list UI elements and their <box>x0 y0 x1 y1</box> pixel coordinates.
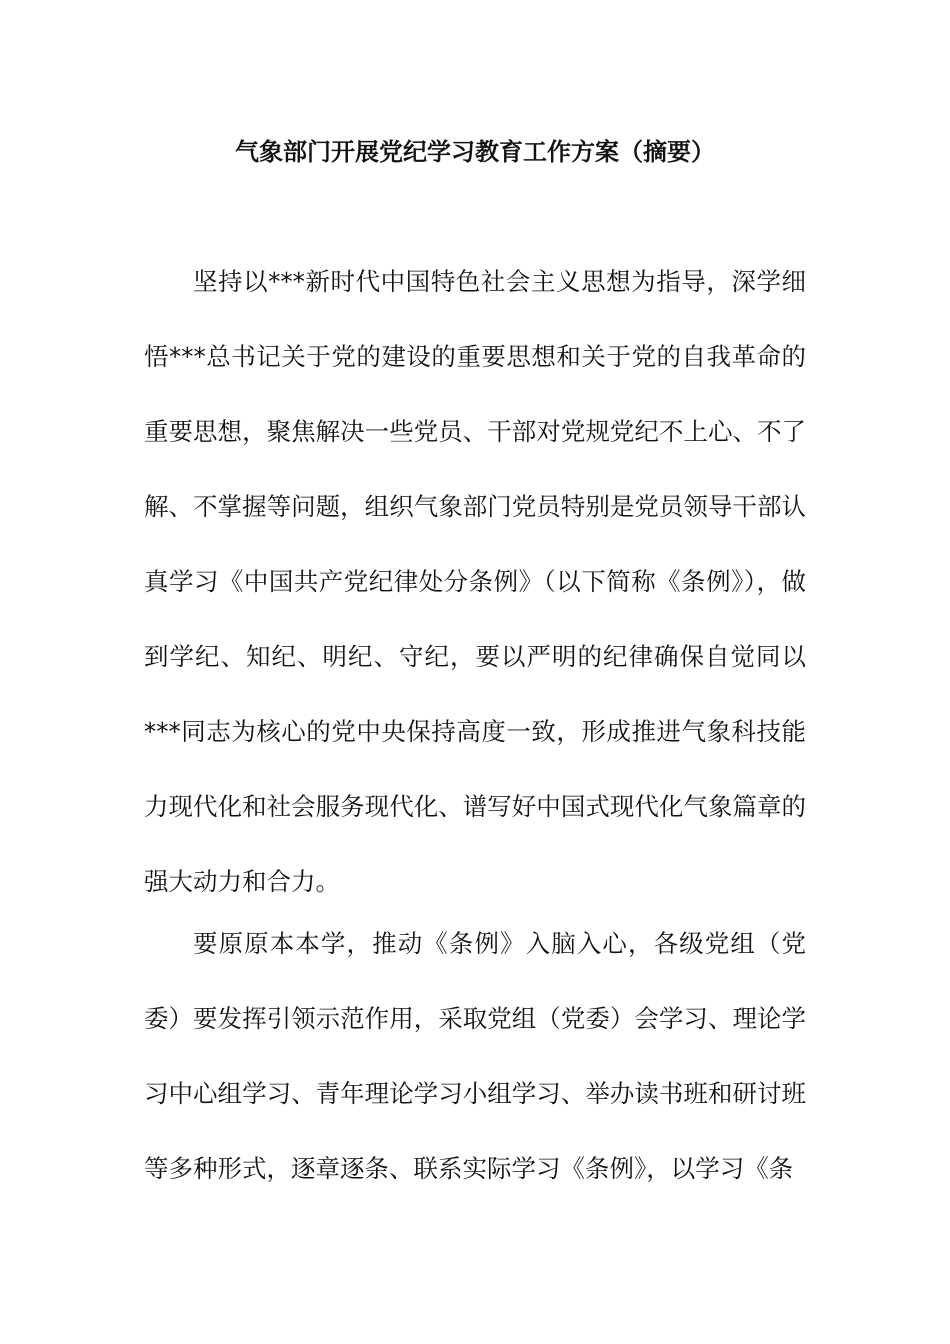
paragraph-1: 坚持以***新时代中国特色社会主义思想为指导，深学细悟***总书记关于党的建设的重要思想和关于党的自我革命的重要思想，聚焦解决一些党员、干部对党规党纪不上心、不了解、不掌握等问题，组织气象部门党员特别是党员领导干部认真学习《中国共产党纪律处分条例》（以下简称《条例》），做到学纪、知纪、明纪、守纪，要以严明的纪律确保自觉同以***同志为核心的党中央保持高度一致，形成推进气象科技能力现代化和社会服务现代化、谱写好中国式现代化气象篇章的强大动力和合力。 <box>144 267 806 896</box>
paragraph-2: 要原原本本学，推动《条例》入脑入心，各级党组（党委）要发挥引领示范作用，采取党组（党委）会学习、理论学习中心组学习、青年理论学习小组学习、举办读书班和研讨班等多种形式，逐章逐条、联系实际学习《条例》，以学习《条 <box>144 929 806 1183</box>
document-title: 气象部门开展党纪学习教育工作方案（摘要） <box>235 138 715 166</box>
